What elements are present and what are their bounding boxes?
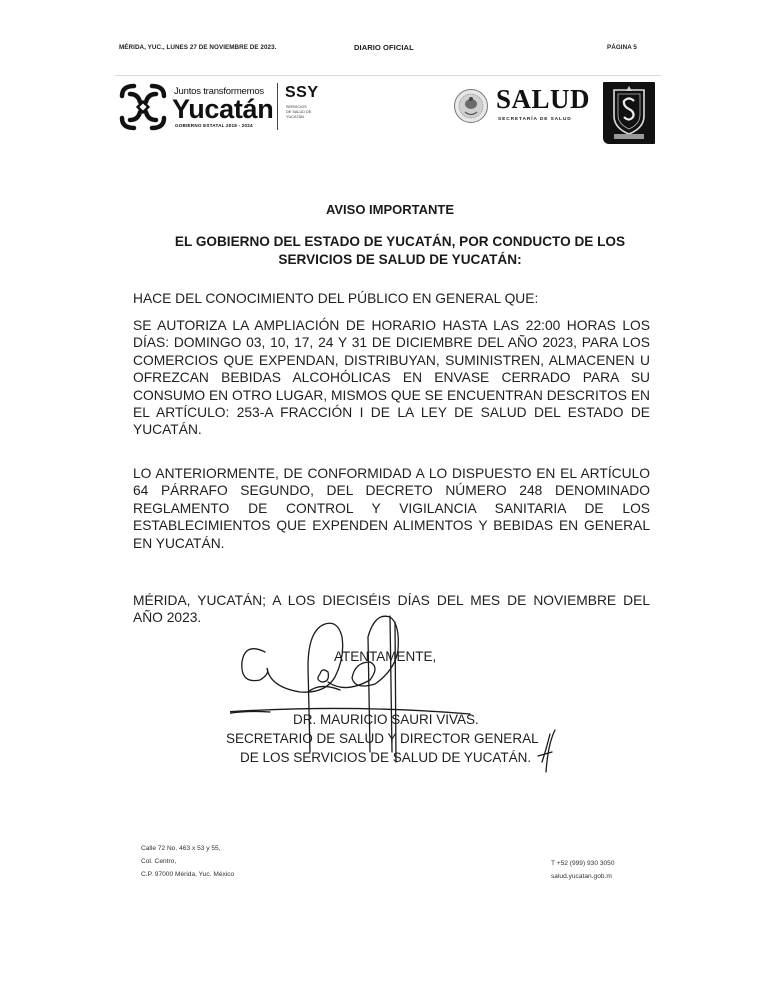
yucatan-wordmark: Yucatán xyxy=(172,94,274,124)
footer-phone: T +52 (999) 930 3050 xyxy=(551,860,615,867)
ssy-subtitle-line: DE SALUD DE xyxy=(286,110,312,114)
ssy-subtitle xyxy=(286,105,326,120)
notice-title: AVISO IMPORTANTE xyxy=(325,202,455,217)
ssy-subtitle-line: YUCATÁN xyxy=(286,115,304,119)
signatory-title-line-2: DE LOS SERVICIOS DE SALUD DE YUCATÁN. xyxy=(240,750,532,765)
footer-address xyxy=(141,842,234,881)
ssy-subtitle-line: SERVICIOS xyxy=(286,105,307,109)
signature-closing: ATENTAMENTE, xyxy=(334,649,437,664)
footer-address-line: Col. Centro, xyxy=(141,858,177,865)
yucatan-tagline: Juntos transformemos xyxy=(174,86,264,97)
notice-subtitle: EL GOBIERNO DEL ESTADO DE YUCATÁN, POR CONDUCTO DE LOS SERVICIOS DE SALUD DE YUCATÁN: xyxy=(174,234,626,267)
signatory-name: DR. MAURICIO SAURI VIVAS. xyxy=(293,712,479,727)
notice-intro: HACE DEL CONOCIMIENTO DEL PÚBLICO EN GENERAL QUE: xyxy=(133,291,539,306)
salud-wordmark: SALUD xyxy=(496,84,591,114)
footer-website: salud.yucatan.gob.m xyxy=(551,873,612,880)
mexico-coat-of-arms-icon xyxy=(453,88,489,124)
notice-paragraph-legal-basis: LO ANTERIORMENTE, DE CONFORMIDAD A LO DISPUESTO EN EL ARTÍCULO 64 PÁRRAFO SEGUNDO, DEL DECRETO NÚMERO 248 DENOMINADO REGLAMENTO DE CONTROL Y VIGILANCIA SANITARIA DE LOS ESTABLECIMIENTOS QUE EXPENDEN ALIMENTOS Y BEBIDAS EN GENERAL EN YUCATÁN. xyxy=(133,466,650,551)
notice-paragraph-authorization: SE AUTORIZA LA AMPLIACIÓN DE HORARIO HASTA LAS 22:00 HORAS LOS DÍAS: DOMINGO 03, 10, 17, 24 Y 31 DE DICIEMBRE DEL AÑO 2023, PARA LOS COMERCIOS QUE EXPENDAN, DISTRIBUYAN, SUMINISTREN, ALMACENEN U OFREZCAN BEBIDAS ALCOHÓLICAS EN ENVASE CERRADO PARA SU CONSUMO EN OTRO LUGAR, MISMOS QUE SE ENCUENTRAN DESCRITOS EN EL ARTÍCULO: 253-A FRACCIÓN I DE LA LEY DE SALUD DEL ESTADO DE YUCATÁN. xyxy=(133,318,650,438)
header-divider xyxy=(115,75,661,76)
signatory-title-line-1: SECRETARIO DE SALUD Y DIRECTOR GENERAL xyxy=(226,731,539,746)
running-header-date: MÉRIDA, YUC., LUNES 27 DE NOVIEMBRE DE 2023. xyxy=(119,44,277,51)
salud-subtitle: SECRETARÍA DE SALUD xyxy=(498,117,572,122)
university-shield-icon xyxy=(603,82,655,144)
logo-separator xyxy=(277,83,278,130)
footer-contact xyxy=(551,857,614,883)
running-header-publication: DIARIO OFICIAL xyxy=(354,43,414,52)
footer-address-line: Calle 72 No. 463 x 53 y 55, xyxy=(141,845,221,852)
yucatan-emblem-icon xyxy=(116,82,170,132)
ssy-wordmark: SSY xyxy=(285,84,319,101)
running-header-page-number: PÁGINA 5 xyxy=(607,44,637,51)
footer-address-line: C.P. 97000 Mérida, Yuc. México xyxy=(141,871,235,878)
notice-date-line: MÉRIDA, YUCATÁN; A LOS DIECISÉIS DÍAS DEL MES DE NOVIEMBRE DEL AÑO 2023. xyxy=(133,593,650,626)
yucatan-government-period: GOBIERNO ESTATAL 2018 - 2024 xyxy=(175,123,253,128)
